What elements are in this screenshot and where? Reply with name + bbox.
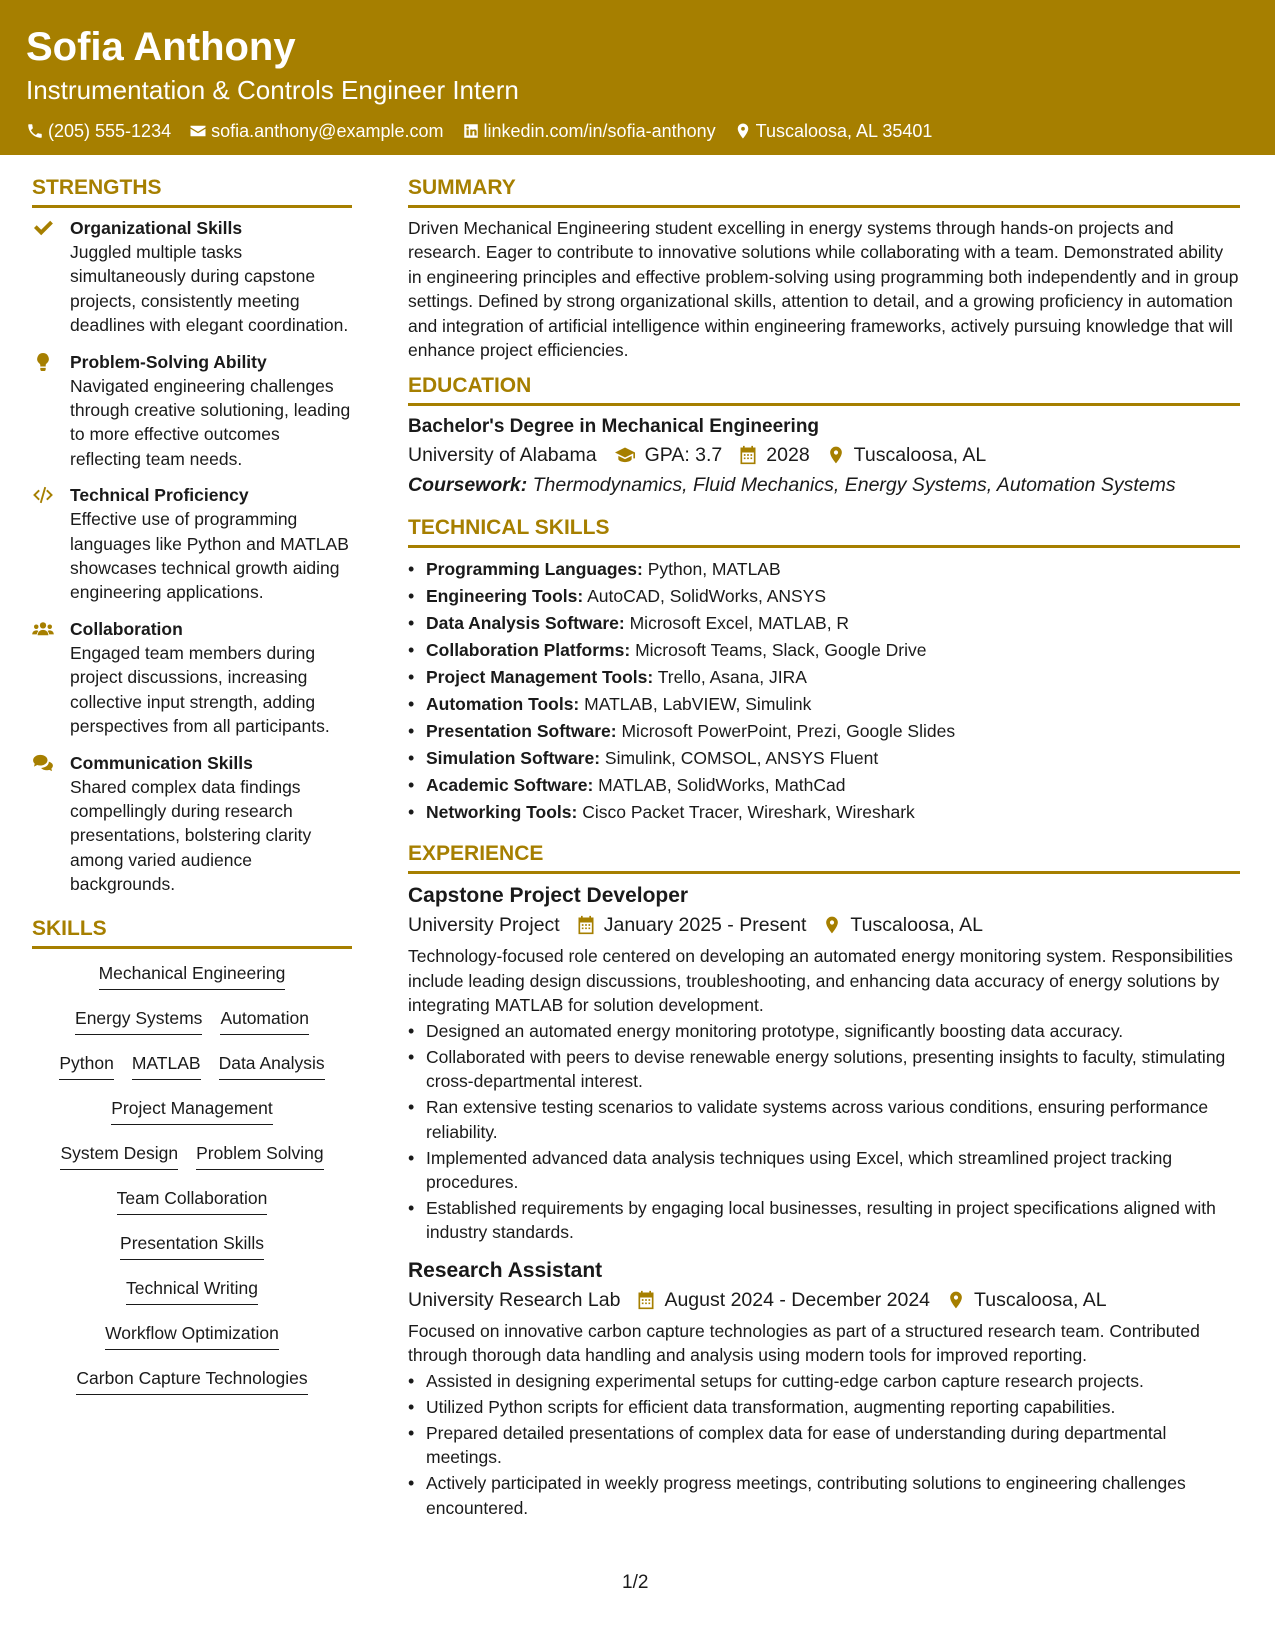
job-description: Focused on innovative carbon capture technologies as part of a structured research team. Contributed through thorough data handling and analysis using modern tools for improved reporting. — [408, 1320, 1200, 1366]
skills-heading: SKILLS — [32, 915, 352, 949]
list-item: • Ran extensive testing scenarios to validate systems across various conditions, ensuring performance reliability. — [408, 1095, 1240, 1144]
job-entry — [408, 882, 1240, 1244]
coursework-list: Thermodynamics, Fluid Mechanics, Energy Systems, Automation Systems — [532, 474, 1176, 497]
skills-row — [32, 1231, 352, 1276]
map-pin-icon — [946, 1290, 966, 1310]
job-meta — [408, 910, 1240, 940]
skill-tag: Presentation Skills — [120, 1231, 264, 1260]
graduation-year: 2028 — [766, 444, 810, 467]
skill-tag: Workflow Optimization — [105, 1321, 279, 1350]
skill-tag: Problem Solving — [196, 1141, 323, 1170]
skills-row — [32, 1051, 352, 1096]
skill-tag: Team Collaboration — [117, 1186, 268, 1215]
technical-skills-heading: TECHNICAL SKILLS — [408, 514, 1240, 548]
list-item: • Established requirements by engaging local businesses, resulting in project specifications aligned with industry standards. — [408, 1196, 1240, 1245]
list-item: • Engineering Tools: AutoCAD, SolidWorks, ANSYS — [408, 583, 1240, 610]
code-icon — [32, 486, 54, 504]
strength-item — [32, 751, 352, 897]
job-description: Technology-focused role centered on developing an automated energy monitoring system. Responsibilities include leading design discussions, troubleshooting, and enhancing data accuracy of energy solutions by integrating MATLAB for solution development. — [408, 946, 1233, 1016]
envelope-icon — [189, 122, 207, 140]
list-item: • Collaborated with peers to devise renewable energy solutions, presenting insights to faculty, stimulating cross-departmental interest. — [408, 1045, 1240, 1094]
list-item: • Designed an automated energy monitoring prototype, significantly boosting data accuracy. — [408, 1019, 1240, 1043]
strength-desc: Shared complex data findings compellingly during research presentations, bolstering clarity among varied audience backgrounds. — [70, 776, 312, 895]
job-dates: August 2024 - December 2024 — [664, 1288, 931, 1311]
contact-location-text: Tuscaloosa, AL 35401 — [755, 121, 933, 141]
right-column — [408, 174, 1240, 1532]
list-item: • Prepared detailed presentations of complex data for ease of understanding during departmental meetings. — [408, 1421, 1240, 1470]
list-item: • Implemented advanced data analysis techniques using Excel, which streamlined project tracking procedures. — [408, 1146, 1240, 1195]
list-item: • Presentation Software: Microsoft PowerPoint, Prezi, Google Slides — [408, 718, 1240, 745]
school-name: University of Alabama — [408, 444, 597, 467]
strength-item — [32, 216, 352, 338]
strength-desc: Effective use of programming languages like Python and MATLAB showcases technical growth aiding engineering applications. — [70, 509, 349, 603]
gpa: GPA: 3.7 — [644, 444, 723, 467]
job-entry — [408, 1257, 1240, 1520]
strength-item — [32, 350, 352, 472]
skills-row — [32, 1006, 352, 1051]
skill-tag: Project Management — [111, 1096, 272, 1125]
skills-row — [32, 1096, 352, 1141]
skills-cloud — [32, 957, 352, 1411]
list-item: • Actively participated in weekly progress meetings, contributing solutions to engineering challenges encountered. — [408, 1471, 1240, 1520]
page-number: 1/2 — [622, 1572, 649, 1593]
job-org: University Project — [408, 914, 560, 937]
skills-row — [32, 961, 352, 1006]
skill-tag: Automation — [220, 1006, 309, 1035]
contact-location — [734, 120, 933, 142]
users-icon — [32, 620, 54, 638]
job-org: University Research Lab — [408, 1288, 621, 1311]
job-title: Research Assistant — [408, 1258, 603, 1282]
job-location: Tuscaloosa, AL — [974, 1288, 1107, 1311]
candidate-title: Instrumentation & Controls Engineer Intern — [26, 75, 519, 105]
list-item: • Collaboration Platforms: Microsoft Teams, Slack, Google Drive — [408, 637, 1240, 664]
strength-title: Technical Proficiency — [70, 485, 249, 506]
calendar-icon — [576, 915, 596, 935]
skills-row — [32, 1366, 352, 1411]
job-location: Tuscaloosa, AL — [850, 914, 984, 937]
strengths-heading: STRENGTHS — [32, 174, 352, 208]
skill-tag: Technical Writing — [126, 1276, 258, 1305]
list-item: • Utilized Python scripts for efficient data transformation, augmenting reporting capabilities. — [408, 1395, 1240, 1419]
coursework — [408, 470, 1240, 500]
resume-header — [0, 0, 1275, 155]
list-item: • Simulation Software: Simulink, COMSOL, ANSYS Fluent — [408, 745, 1240, 772]
skills-row — [32, 1141, 352, 1186]
summary-text: Driven Mechanical Engineering student excelling in energy systems through hands-on projects and research. Eager to contribute to innovative solutions while collaborating with a team. Demonstrated ability in engineering principles and effective problem-solving using programming both independently and in group settings. Defined by strong organizational skills, attention to detail, and a growing proficiency in automation and integration of artificial intelligence within engineering frameworks, actively pursuing knowledge that will enhance project efficiencies. — [408, 218, 1239, 361]
contact-phone-text: (205) 555-1234 — [48, 121, 172, 141]
map-pin-icon — [826, 445, 846, 465]
education-heading: EDUCATION — [408, 372, 1240, 406]
job-bullets — [408, 1369, 1240, 1520]
map-pin-icon — [734, 122, 752, 140]
calendar-icon — [636, 1290, 656, 1310]
list-item: • Networking Tools: Cisco Packet Tracer, Wireshark, Wireshark — [408, 799, 1240, 826]
skills-row — [32, 1186, 352, 1231]
summary-heading: SUMMARY — [408, 174, 1240, 208]
list-item: • Project Management Tools: Trello, Asana, JIRA — [408, 664, 1240, 691]
strength-title: Problem-Solving Ability — [70, 351, 267, 372]
contact-linkedin-text: linkedin.com/in/sofia-anthony — [483, 121, 716, 141]
strength-desc: Juggled multiple tasks simultaneously during capstone projects, consistently meeting deadlines with elegant coordination. — [70, 242, 349, 336]
job-bullets — [408, 1019, 1240, 1245]
skill-tag: Carbon Capture Technologies — [76, 1366, 307, 1395]
job-dates: January 2025 - Present — [603, 914, 807, 937]
education-meta — [408, 440, 1240, 470]
list-item: • Automation Tools: MATLAB, LabVIEW, Simulink — [408, 691, 1240, 718]
coursework-label: Coursework: — [408, 474, 528, 497]
strength-item — [32, 483, 352, 605]
strength-title: Collaboration — [70, 618, 183, 639]
list-item: • Programming Languages: Python, MATLAB — [408, 556, 1240, 583]
linkedin-icon — [462, 122, 480, 140]
check-icon — [32, 219, 54, 237]
skill-tag: Energy Systems — [75, 1006, 202, 1035]
skill-tag: MATLAB — [132, 1051, 201, 1080]
strength-desc: Navigated engineering challenges through creative solutioning, leading to more effective outcomes reflecting team needs. — [70, 375, 351, 469]
contact-email[interactable] — [189, 120, 443, 142]
left-column — [32, 174, 352, 1411]
skill-tag: System Design — [60, 1141, 178, 1170]
contact-phone[interactable] — [26, 120, 171, 142]
contact-linkedin[interactable] — [462, 120, 716, 142]
skills-row — [32, 1276, 352, 1321]
lightbulb-icon — [32, 353, 54, 371]
education-location: Tuscaloosa, AL — [853, 444, 987, 467]
comments-icon — [32, 754, 54, 772]
phone-icon — [26, 122, 44, 140]
skills-row — [32, 1321, 352, 1366]
strength-title: Communication Skills — [70, 752, 253, 773]
strength-desc: Engaged team members during project discussions, increasing collective input strength, adding perspectives from all participants. — [70, 642, 330, 737]
calendar-icon — [738, 445, 758, 465]
job-meta — [408, 1285, 1240, 1315]
graduation-cap-icon — [613, 445, 637, 465]
degree-title: Bachelor's Degree in Mechanical Engineering — [408, 416, 820, 438]
list-item: • Assisted in designing experimental setups for cutting-edge carbon capture research projects. — [408, 1369, 1240, 1393]
candidate-name: Sofia Anthony — [26, 25, 296, 69]
strength-title: Organizational Skills — [70, 218, 243, 238]
experience-heading: EXPERIENCE — [408, 840, 1240, 874]
list-item: • Data Analysis Software: Microsoft Excel, MATLAB, R — [408, 610, 1240, 637]
job-title: Capstone Project Developer — [408, 884, 689, 908]
list-item: • Academic Software: MATLAB, SolidWorks, MathCad — [408, 772, 1240, 799]
technical-skills-list — [408, 556, 1240, 826]
contact-email-text: sofia.anthony@example.com — [211, 121, 444, 141]
map-pin-icon — [822, 915, 842, 935]
skill-tag: Python — [59, 1051, 113, 1080]
strength-item — [32, 617, 352, 739]
contact-bar — [26, 120, 1249, 142]
skill-tag: Mechanical Engineering — [99, 961, 286, 990]
skill-tag: Data Analysis — [219, 1051, 325, 1080]
